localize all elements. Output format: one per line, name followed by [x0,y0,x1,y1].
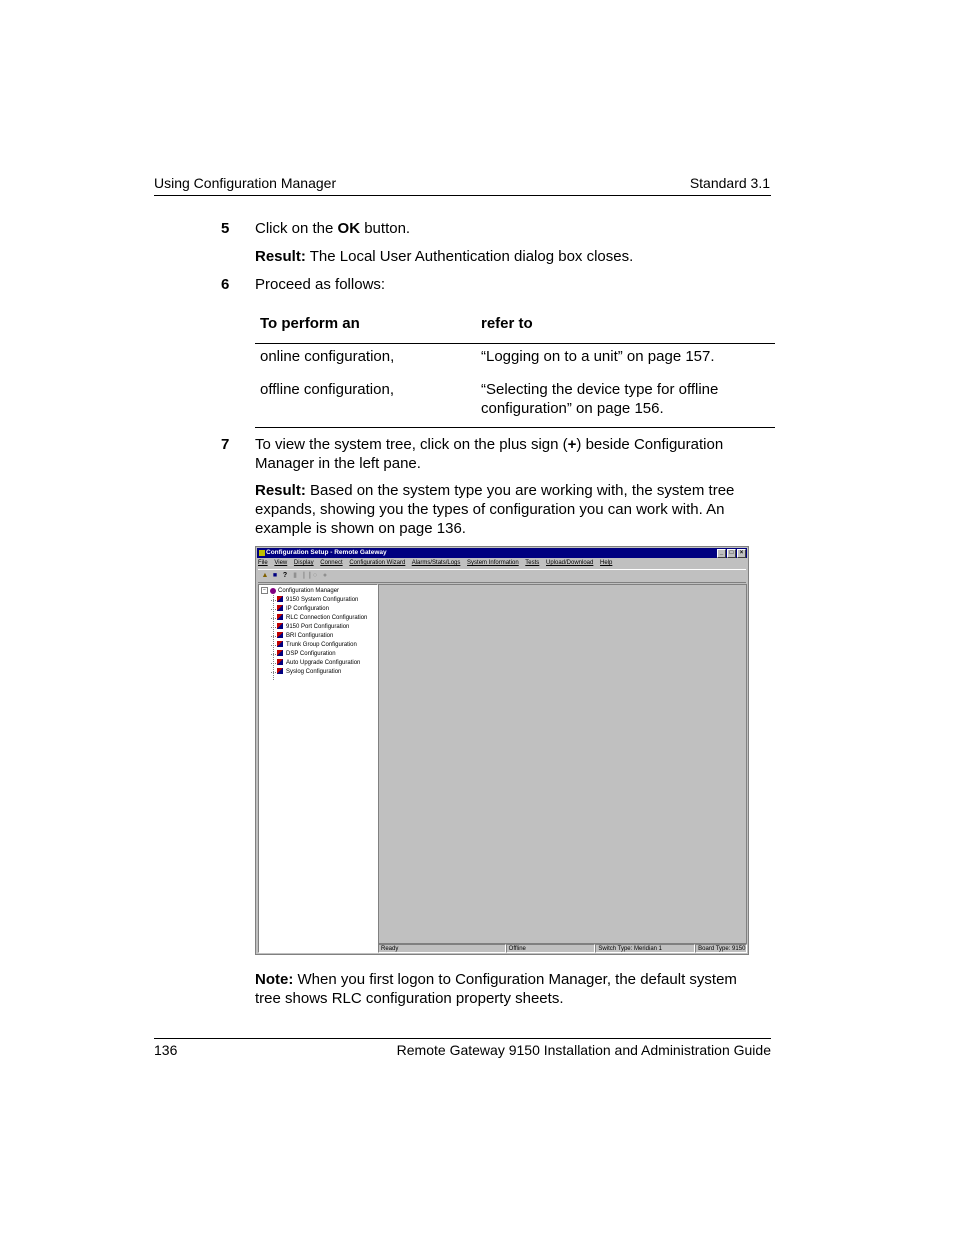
table-header: refer to [481,315,533,332]
tree-item[interactable] [277,668,341,677]
config-icon [277,614,283,620]
step-result [255,481,765,538]
tree-item[interactable] [277,596,358,605]
step-text-part: button. [360,220,411,237]
status-switch-type: Switch Type: Meridian 1 [595,944,695,953]
table-rule [255,343,775,344]
plus-sign: + [567,436,577,453]
step-text: Proceed as follows: [255,276,386,293]
status-bar [378,944,747,953]
menu-file[interactable]: File [258,560,268,566]
tree-item-label: 9150 System Configuration [286,597,359,603]
page-number: 136 [154,1042,178,1058]
refresh-icon[interactable]: ○ [312,572,318,579]
minimize-button[interactable]: _ [717,549,726,558]
tree-connector [271,627,276,628]
table-cell: offline configuration, [260,381,394,398]
table-header: To perform an [260,315,360,332]
result-label: Result: [255,482,306,499]
menu-display[interactable]: Display [293,560,314,566]
result-text: The Local User Authentication dialog box closes. [305,248,634,265]
tree-connector [271,654,276,655]
step-text [255,435,760,473]
status-mode: Offline [506,944,596,953]
tree-item[interactable] [277,605,329,614]
record-icon[interactable]: ● [322,572,328,579]
tree-item-label: 9150 Port Configuration [286,624,350,630]
step-number: 5 [221,220,230,237]
table-cell: online configuration, [260,348,395,365]
configuration-manager-icon [270,588,276,594]
tree-item-label: Trunk Group Configuration [286,642,357,648]
step-text-part: ) beside Configuration Manager in the left pane. [255,436,724,472]
tree-item-label: DSP Configuration [286,651,336,657]
tree-connector [271,636,276,637]
tree-connector [271,600,276,601]
tree-item[interactable] [277,623,349,632]
tree-connector [271,672,276,673]
step-number: 7 [221,436,230,453]
table-rule [255,427,775,428]
menu-alarms[interactable]: Alarms/Stats/Logs [411,560,461,566]
ok-label: OK [337,220,361,237]
note-label: Note: [255,971,294,988]
running-header-left: Using Configuration Manager [154,175,337,191]
menu-upload-download[interactable]: Upload/Download [545,560,594,566]
step-result [255,247,775,266]
menu-tests[interactable]: Tests [525,560,540,566]
content-pane [378,584,747,944]
window-controls [717,549,746,558]
table-cell: “Selecting the device type for offline configuration” on page 156. [481,381,719,417]
config-icon [277,632,283,638]
config-icon [277,659,283,665]
tree-item-label: RLC Connection Configuration [286,615,368,621]
step-number: 6 [221,276,230,293]
step-text-part: To view the system tree, click on the plus sign ( [255,436,568,453]
stop-icon[interactable]: ▮ [293,572,297,579]
folder-open-icon[interactable]: ▲ [261,572,269,579]
tree-connector [271,645,276,646]
title-bar [257,548,747,558]
collapse-icon[interactable]: − [261,587,268,594]
config-icon [277,668,283,674]
step-text [255,219,775,238]
header-rule [154,195,771,196]
tree-item[interactable] [277,632,333,641]
tree-item-label: Auto Upgrade Configuration [286,660,361,666]
tree-item[interactable] [277,641,357,650]
config-icon [277,641,283,647]
tree-connector [271,663,276,664]
pause-icon[interactable]: ❙❙ [301,572,313,579]
close-button[interactable]: × [737,549,746,558]
table-cell: “Logging on to a unit” on page 157. [481,348,715,365]
status-board-type: Board Type: 9150 [695,944,747,953]
menu-connect[interactable]: Connect [320,560,343,566]
tree-item[interactable] [277,650,336,659]
note-text: When you first logon to Configuration Manager, the default system tree shows RLC configuration property sheets. [255,971,737,1007]
config-icon [277,623,283,629]
tree-connector [273,595,274,680]
running-header-right: Standard 3.1 [689,175,770,191]
tree-connector [271,618,276,619]
config-icon [277,596,283,602]
menu-view[interactable]: View [274,560,288,566]
menu-help[interactable]: Help [600,560,613,566]
tree-pane[interactable] [258,584,378,953]
maximize-button[interactable]: □ [727,549,736,558]
note [255,970,765,1008]
help-icon[interactable]: ? [282,572,288,579]
tree-item-label: Syslog Configuration [286,669,342,675]
window-title: Configuration Setup - Remote Gateway [266,549,387,556]
footer-title: Remote Gateway 9150 Installation and Administration Guide [396,1042,771,1058]
result-label: Result: [255,248,306,265]
menu-configuration-wizard[interactable]: Configuration Wizard [349,560,406,566]
screenshot-window [255,546,749,955]
save-icon[interactable]: ■ [272,572,278,579]
tree-item[interactable] [277,659,360,668]
tree-item-label: IP Configuration [286,606,329,612]
result-text: Based on the system type you are working with, the system tree expands, showing you the types of configuration you can work with. An example is shown on page 136. [255,482,735,537]
step-text-part: Click on the [255,220,338,237]
footer-rule [154,1038,771,1039]
menu-system-information[interactable]: System Information [467,560,519,566]
tree-item[interactable] [277,614,367,623]
config-icon [277,650,283,656]
toolbar [258,569,746,583]
menu-bar [258,558,746,568]
config-icon [277,605,283,611]
tree-connector [271,609,276,610]
app-icon [259,550,265,556]
status-ready: Ready [378,944,506,953]
tree-root-label: Configuration Manager [278,588,340,595]
tree-item-label: BRI Configuration [286,633,334,639]
